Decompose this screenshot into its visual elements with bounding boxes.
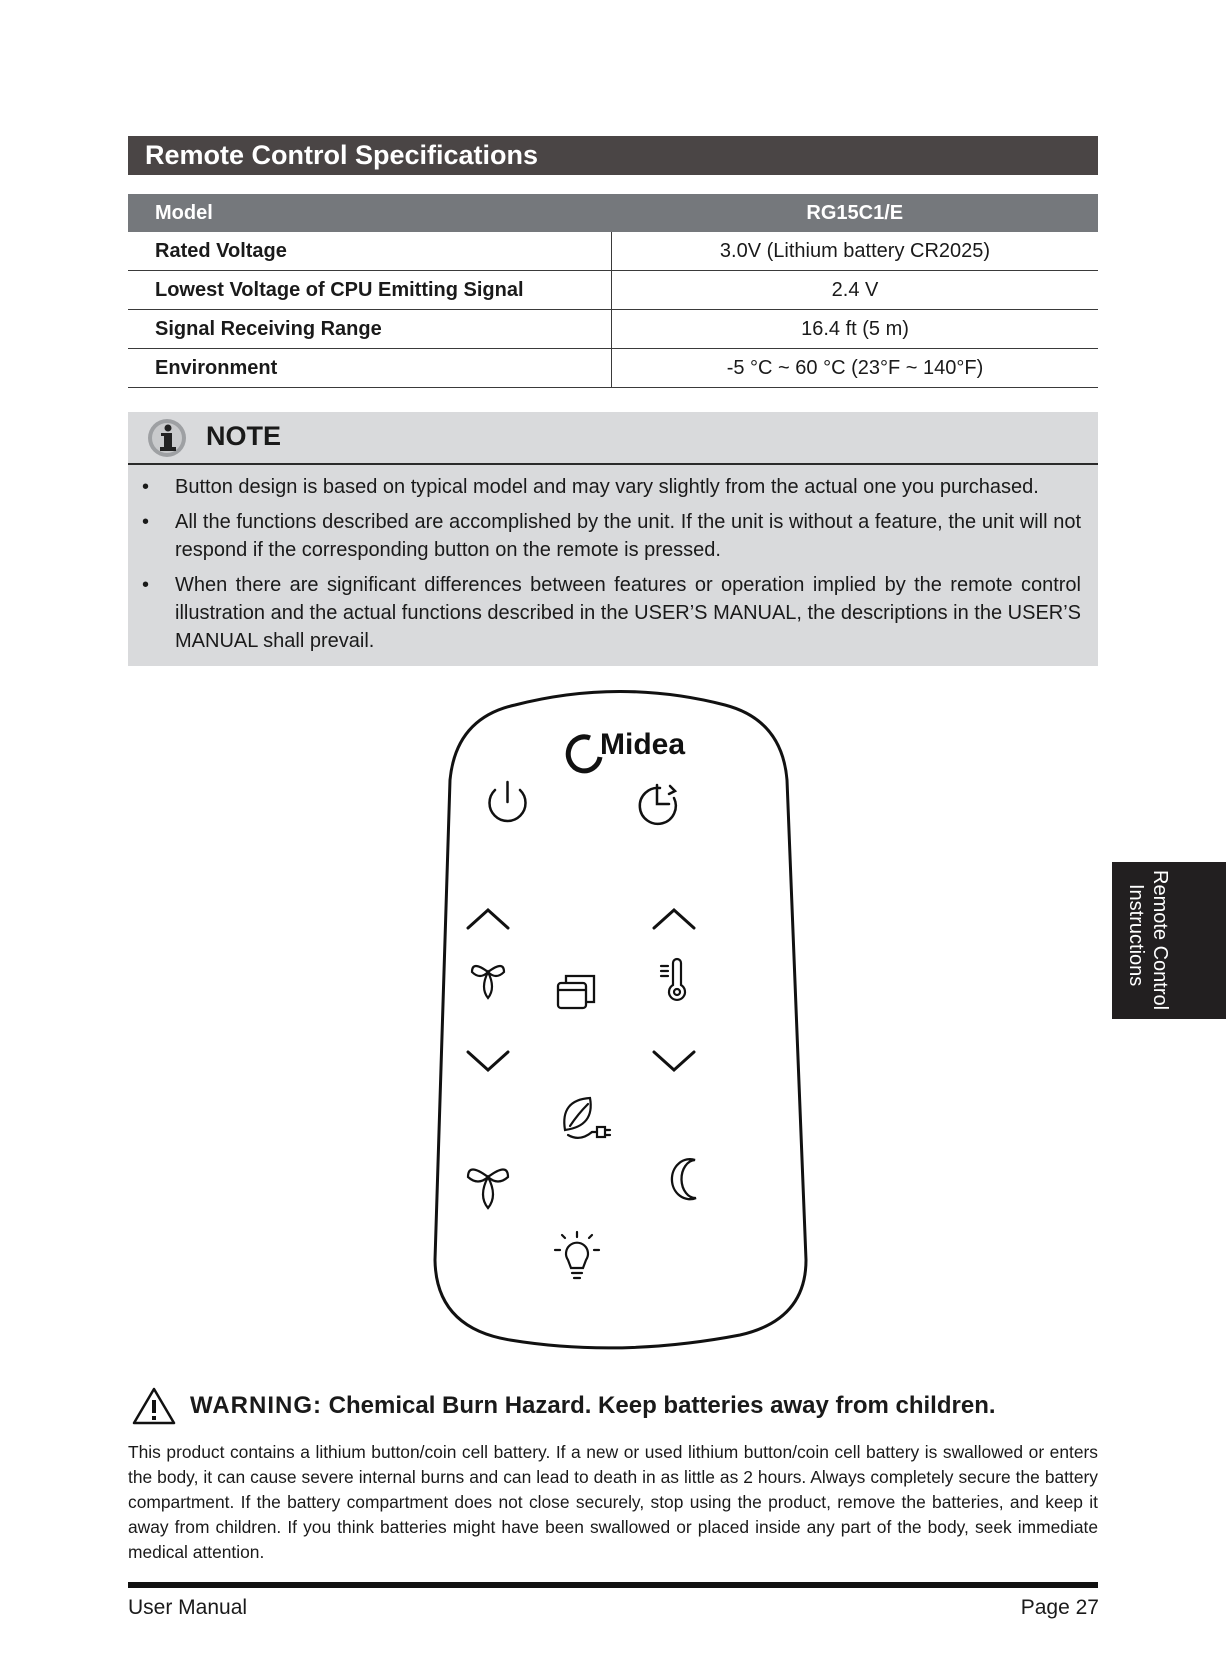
- table-row: [128, 349, 1098, 388]
- spec-value: 2.4 V: [612, 271, 1099, 310]
- page-number: Page 27: [1020, 1596, 1099, 1619]
- warning-header: [128, 1384, 1098, 1428]
- note-text: All the functions described are accomplished by the unit. If the unit is without a feature, the unit will not respond if the corresponding button on the remote is pressed.: [175, 511, 1081, 561]
- spec-value: 16.4 ft (5 m): [612, 310, 1099, 349]
- spec-label: Signal Receiving Range: [128, 310, 612, 349]
- bullet: •: [142, 574, 150, 596]
- table-row: [128, 271, 1098, 310]
- list-item: [128, 473, 1098, 501]
- warning-title: [190, 1392, 996, 1420]
- remote-illustration: [420, 690, 820, 1360]
- note-text: Button design is based on typical model and may vary slightly from the actual one you purchased.: [175, 476, 1039, 498]
- side-tab: [1112, 862, 1226, 1019]
- info-icon: [147, 418, 187, 458]
- spec-header-label: Model: [128, 194, 612, 232]
- spec-header-value: RG15C1/E: [612, 194, 1099, 232]
- warning-label: WARNING:: [190, 1392, 322, 1419]
- spec-table: [128, 194, 1098, 388]
- list-item: [128, 508, 1098, 564]
- spec-header-row: [128, 194, 1098, 232]
- warning-headline: Chemical Burn Hazard. Keep batteries away from children.: [328, 1392, 996, 1419]
- table-row: [128, 310, 1098, 349]
- footer-rule: [128, 1582, 1098, 1588]
- note-text: When there are significant differences between features or operation implied by the remote control illustration and the actual functions described in the USER’S MANUAL, the descriptions in the USER’S MANUAL shall prevail.: [175, 574, 1082, 652]
- spec-label: Rated Voltage: [128, 232, 612, 271]
- remote-body: [420, 690, 820, 1360]
- spec-label: Environment: [128, 349, 612, 388]
- warning-body: This product contains a lithium button/coin cell battery. If a new or used lithium button/coin cell battery is swallowed or enters the body, it can cause severe internal burns and can lead to death in as little as 2 hours. Always completely secure the battery compartment. If the battery compartment does not close securely, stop using the product, remove the batteries, and keep it away from children. If you think batteries might have been swallowed or placed inside any part of the body, seek immediate medical attention.: [128, 1442, 1098, 1562]
- section-title: Remote Control Specifications: [128, 136, 1098, 175]
- spec-value: 3.0V (Lithium battery CR2025): [612, 232, 1099, 271]
- note-list: [128, 473, 1098, 662]
- side-tab-line1: Remote Control: [1149, 870, 1171, 1011]
- list-item: [128, 571, 1098, 655]
- bullet: •: [142, 511, 150, 533]
- note-title: NOTE: [206, 421, 282, 451]
- side-tab-line2: Instructions: [1125, 884, 1147, 987]
- footer-title: User Manual: [128, 1596, 248, 1619]
- bullet: •: [142, 476, 150, 498]
- warning-section: [128, 1384, 1098, 1565]
- spec-value: -5 °C ~ 60 °C (23°F ~ 140°F): [612, 349, 1099, 388]
- note-header: [128, 412, 1098, 465]
- table-row: [128, 232, 1098, 271]
- spec-label: Lowest Voltage of CPU Emitting Signal: [128, 271, 612, 310]
- warning-icon: [132, 1386, 176, 1426]
- brand-name: Midea: [600, 728, 686, 761]
- note-box: [128, 412, 1098, 666]
